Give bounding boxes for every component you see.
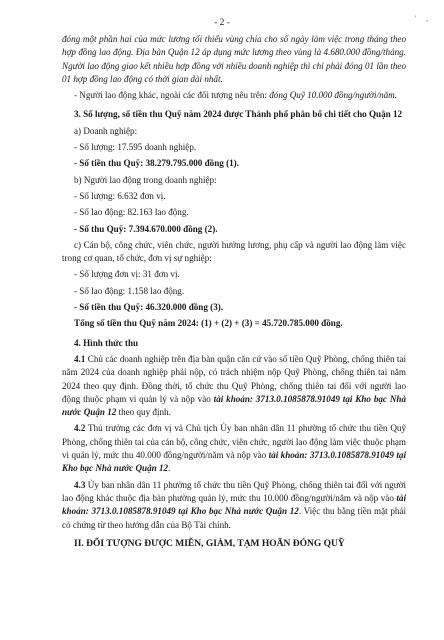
- section-3b-label: b) Người lao động trong doanh nghiệp:: [74, 174, 217, 185]
- section-4-2-tail: .: [168, 463, 171, 474]
- section-3a-amount: - Số tiền thu Quỹ: 38.279.795.000 đồng (1).: [74, 158, 239, 169]
- section-4-3-tail: . Việc thu bằng tiền mặt phải có chứng từ theo hướng dẫn của Bộ Tài chính.: [62, 506, 406, 530]
- section-4-1-paragraph: [62, 353, 406, 419]
- corner-mark: ' ,: [414, 14, 432, 23]
- section-4-heading: 4. Hình thức thu: [74, 337, 139, 348]
- section-4-2-account: tài khoản: 3713.0.1085878.91049 tại Kho bạc Nhà nước Quận 12: [62, 450, 407, 474]
- section-3c-amount: - Số tiền thu Quỹ: 46.320.000 đồng (3).: [74, 302, 224, 313]
- section-3c-workers: - Số lao động: 1.158 lao động.: [74, 285, 185, 296]
- section-3b-units: - Số lượng: 6.632 đơn vị.: [74, 190, 166, 201]
- section-4-1-number: 4.1: [74, 353, 86, 364]
- section-3c-units: - Số lượng đơn vị: 31 đơn vị.: [74, 269, 180, 280]
- section-3a-label: a) Doanh nghiệp:: [74, 125, 138, 136]
- page-number: - 2 -: [214, 18, 230, 28]
- section-3-total: Tổng số tiền thu Quỹ năm 2024: (1) + (2) + (3) = 45.720.785.000 đồng.: [74, 318, 343, 329]
- section-4-1-tail: theo quy định.: [116, 407, 171, 418]
- section-4-2-paragraph: [62, 422, 406, 475]
- other-workers-paragraph: [62, 89, 406, 102]
- section-ii-heading: II. ĐỐI TƯỢNG ĐƯỢC MIỄN, GIẢM, TẠM HOÃN ĐÓNG QUỸ: [74, 538, 345, 549]
- document-body: [62, 33, 406, 561]
- section-4-1-text: Chủ các doanh nghiệp trên địa bàn quận căn cứ vào số tiền Quỹ Phòng, chống thiên tai năm 2024 của doanh nghiệp phải nộp, có trách nhiệm nộp Quỹ Phòng, chống thiên tai năm 2024 theo quy định. Đồng thời, tổ chức thu Quỹ Phòng, chống thiên tai đối với người lao động thuộc phạm vi quản lý và nộp vào: [62, 353, 406, 404]
- section-4-3-paragraph: [62, 479, 406, 532]
- section-3b-amount: - Số thu Quỹ: 7.394.670.000 đồng (2).: [74, 223, 218, 234]
- section-3a-count: - Số lượng: 17.595 doanh nghiệp.: [74, 142, 197, 153]
- intro-paragraph: đóng một phần hai của mức lương tối thiểu vùng chia cho số ngày làm việc trong tháng theo hợp đồng lao động. Địa bàn Quận 12 áp dụng mức lương theo vùng là 4.680.000 đồng/tháng. Người lao động giao kết nhiều hợp đồng với nhiều doanh nghiệp thì chỉ phải đóng 01 lần theo 01 hợp đồng lao động có thời gian dài nhất.: [62, 34, 406, 84]
- section-4-1-account: tài khoản: 3713.0.1085878.91049 tại Kho bạc Nhà nước Quận 12: [62, 393, 407, 418]
- section-4-2-text: Thủ trưởng các đơn vị và Chủ tịch Ủy ban nhân dân 11 phường tổ chức thu tiền Quỹ Phòng, chống thiên tai của cán bộ, công chức, viên chức, người lao động làm việc thuộc phạm vi quản lý, mức thu 40.000 đồng/người/năm và nộp vào: [62, 423, 406, 461]
- section-3c-label: c) Cán bộ, công chức, viên chức, người hưởng lương, phụ cấp và người lao động làm việc trong cơ quan, tổ chức, đơn vị sự nghiệp:: [62, 239, 406, 264]
- section-3b-workers: - Số lao động: 82.163 lao động.: [74, 207, 189, 218]
- section-4-2-number: 4.2: [74, 423, 86, 434]
- section-4-3-text: Ủy ban nhân dân 11 phường tổ chức thu tiền Quỹ Phòng, chống thiên tai đối với người lao động khác thuộc địa bàn phường quản lý, mức thu 10.000 đồng/người/năm và nộp vào: [62, 479, 406, 503]
- section-4-3-number: 4.3: [74, 479, 86, 490]
- section-4-3-account: tài khoản: 3713.0.1085878.91049 tại Kho bạc Nhà nước Quận 12: [62, 492, 406, 517]
- other-workers-fee: đóng Quỹ 10.000 đồng/người/năm.: [269, 90, 398, 101]
- section-3-heading: 3. Số lượng, số tiền thu Quỹ năm 2024 được Thành phố phân bổ chi tiết cho Quận 12: [74, 109, 403, 120]
- other-workers-lead: - Người lao động khác, ngoài các đối tượng nêu trên:: [74, 90, 270, 101]
